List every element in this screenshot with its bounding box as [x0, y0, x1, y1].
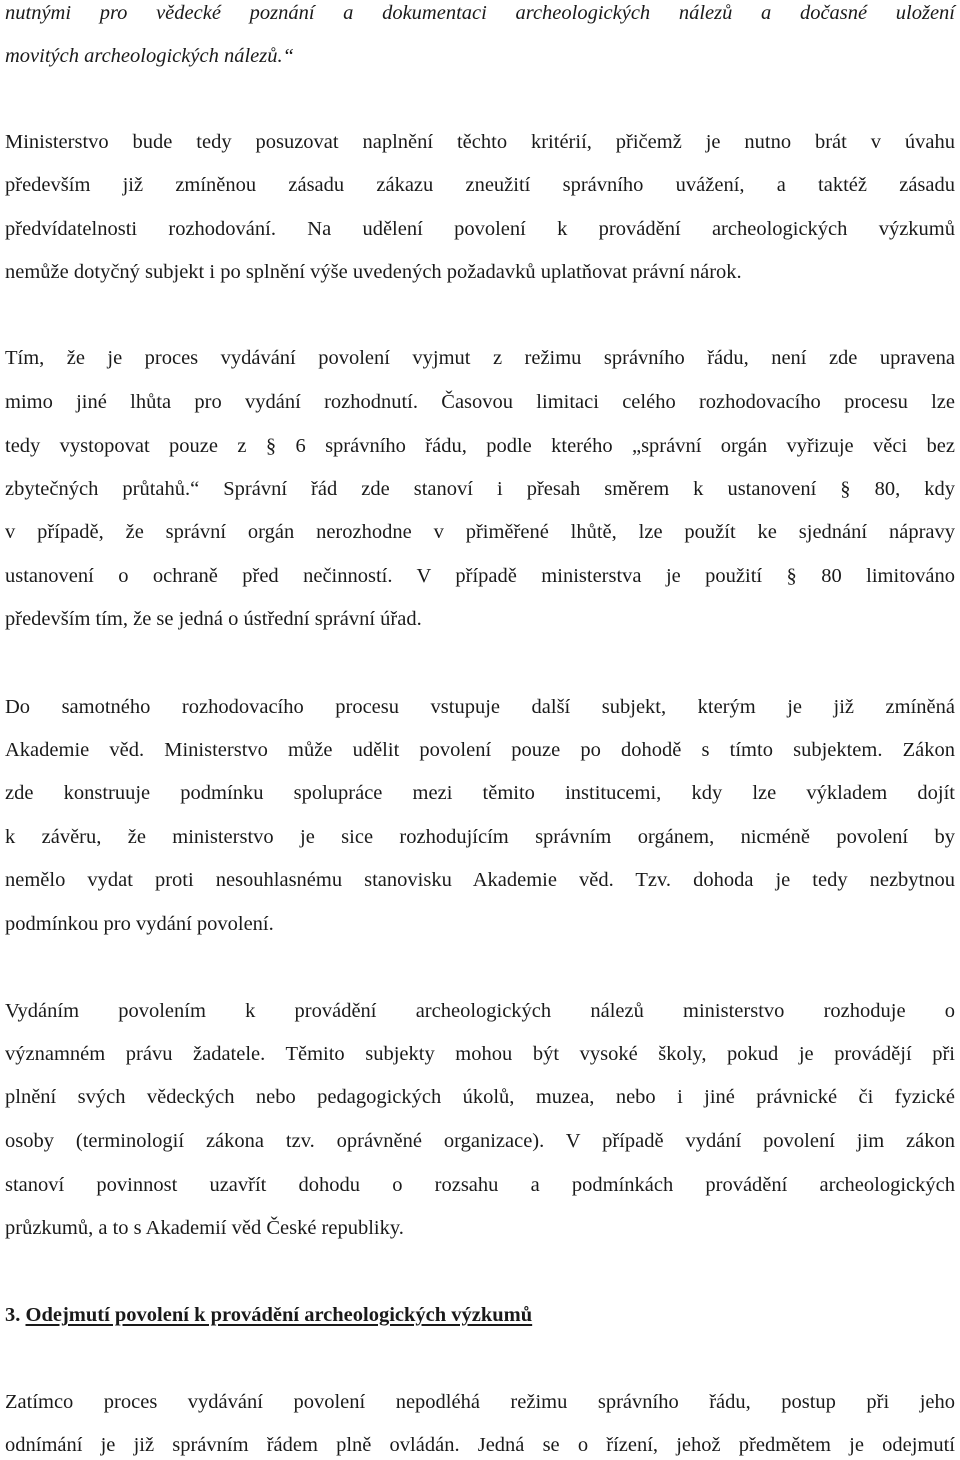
text-line: ustanovení o ochraně před nečinností. V případě ministerstva je použití § 80 limitováno: [5, 565, 955, 587]
text-line: Zatímco proces vydávání povolení nepodléhá režimu správního řádu, postup při jeho: [5, 1391, 955, 1413]
text-line: tedy vystopovat pouze z § 6 správního řádu, podle kterého „správní orgán vyřizuje věci bez: [5, 435, 955, 457]
intro-line: movitých archeologických nálezů.“: [5, 45, 294, 67]
text-line: odnímání je již správním řádem plně ovládán. Jedná se o řízení, jehož předmětem je odejmutí: [5, 1434, 955, 1456]
text-line: nemůže dotyčný subjekt i po splnění výše uvedených požadavků uplatňovat právní nárok.: [5, 261, 742, 283]
text-line: Akademie věd. Ministerstvo může udělit povolení pouze po dohodě s tímto subjektem. Zákon: [5, 739, 955, 761]
section-number: 3.: [5, 1304, 21, 1326]
text-line: zde konstruuje podmínku spolupráce mezi těmito institucemi, kdy lze výkladem dojít: [5, 782, 955, 804]
text-line: významném právu žadatele. Těmito subjekty mohou být vysoké školy, pokud je provádějí při: [5, 1043, 955, 1065]
text-line: průzkumů, a to s Akademií věd České republiky.: [5, 1217, 404, 1239]
text-line: plnění svých vědeckých nebo pedagogických úkolů, muzea, nebo i jiné právnické či fyzické: [5, 1086, 955, 1108]
text-line: především tím, že se jedná o ústřední správní úřad.: [5, 608, 422, 630]
text-line: podmínkou pro vydání povolení.: [5, 913, 274, 935]
text-line: stanoví povinnost uzavřít dohodu o rozsahu a podmínkách provádění archeologických: [5, 1174, 955, 1196]
text-line: v případě, že správní orgán nerozhodne v přiměřené lhůtě, lze použít ke sjednání nápravy: [5, 521, 955, 543]
text-line: předvídatelnosti rozhodování. Na udělení povolení k provádění archeologických výzkumů: [5, 218, 955, 240]
text-line: Do samotného rozhodovacího procesu vstupuje další subjekt, kterým je již zmíněná: [5, 696, 955, 718]
text-line: nemělo vydat proti nesouhlasnému stanovisku Akademie věd. Tzv. dohoda je tedy nezbytnou: [5, 869, 955, 891]
section-title: Odejmutí povolení k provádění archeologických výzkumů: [25, 1304, 533, 1326]
intro-line: nutnými pro vědecké poznání a dokumentaci archeologických nálezů a dočasné uložení: [5, 2, 955, 24]
text-line: zbytečných průtahů.“ Správní řád zde stanoví i přesah směrem k ustanovení § 80, kdy: [5, 478, 955, 500]
text-line: k závěru, že ministerstvo je sice rozhodujícím správním orgánem, nicméně povolení by: [5, 826, 955, 848]
text-line: osoby (terminologií zákona tzv. oprávněné organizace). V případě vydání povolení jim zákon: [5, 1130, 955, 1152]
section-heading: [5, 1302, 532, 1328]
text-line: Vydáním povolením k provádění archeologických nálezů ministerstvo rozhoduje o: [5, 1000, 955, 1022]
text-line: Ministerstvo bude tedy posuzovat naplnění těchto kritérií, přičemž je nutno brát v úvahu: [5, 131, 955, 153]
text-line: především již zmíněnou zásadu zákazu zneužití správního uvážení, a taktéž zásadu: [5, 174, 955, 196]
text-line: Tím, že je proces vydávání povolení vyjmut z režimu správního řádu, není zde upravena: [5, 347, 955, 369]
text-line: mimo jiné lhůta pro vydání rozhodnutí. Časovou limitaci celého rozhodovacího procesu lze: [5, 391, 955, 413]
